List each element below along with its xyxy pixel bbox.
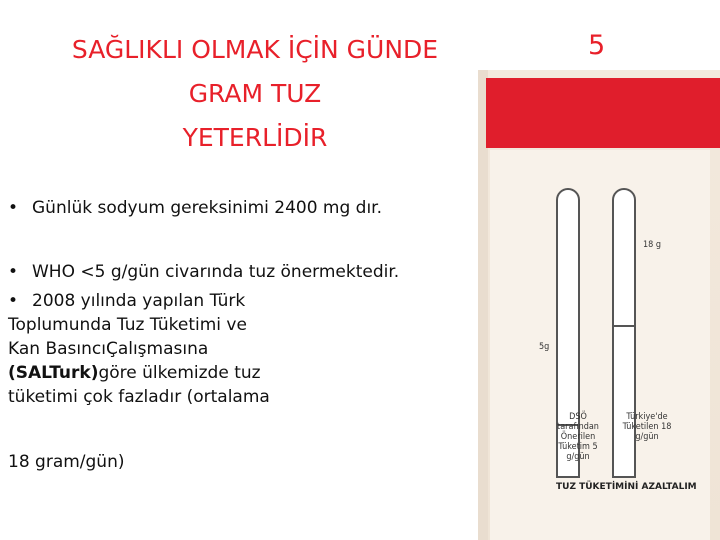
bullet-dot: • [8, 262, 19, 282]
bullet-dot: • [8, 198, 19, 218]
bullet-3 [8, 289, 245, 313]
bullet-3-line-2: Toplumunda Tuz Tüketimi ve [8, 315, 247, 335]
slide-title [20, 28, 490, 160]
bullet-3-line-4 [8, 361, 478, 385]
consumed-fill [614, 325, 634, 476]
recommended-caption: DSÖ tarafından Önerilen Tüketim 5 g/gün [557, 412, 599, 462]
bullet-3-line-4-rest: göre ülkemizde tuz [98, 363, 261, 383]
bullet-3-text: 2008 yılında yapılan Türk [32, 291, 246, 311]
slide-number: 5 [588, 30, 606, 61]
figure-red-band [486, 78, 720, 148]
label-18g: 18 g [643, 240, 662, 250]
bullet-3-line-3: Kan BasıncıÇalışmasına [8, 339, 209, 359]
bullet-3-line-5: tüketimi çok fazladır (ortalama [8, 387, 270, 407]
bullet-2 [8, 260, 399, 284]
figure-bottom-slogan: TUZ TÜKETİMİNİ AZALTALIM [556, 482, 697, 492]
bullet-2-text: WHO <5 g/gün civarında tuz önermektedir. [32, 262, 400, 282]
consumed-caption: Türkiye'de Tüketilen 18 g/gün [622, 412, 672, 442]
bullet-3-line-6: 18 gram/gün) [8, 452, 125, 472]
bullet-1 [8, 196, 382, 220]
salt-consumption-figure [478, 70, 720, 540]
saltturk-label: (SALTurk) [8, 363, 99, 383]
title-line-1: SAĞLIKLI OLMAK İÇİN GÜNDE [71, 35, 439, 64]
title-line-3: YETERLİDİR [182, 123, 328, 152]
bullet-1-text: Günlük sodyum gereksinimi 2400 mg dır. [32, 198, 383, 218]
bullet-dot: • [8, 291, 19, 311]
label-5g: 5g [539, 342, 550, 352]
title-line-2: GRAM TUZ [188, 79, 322, 108]
